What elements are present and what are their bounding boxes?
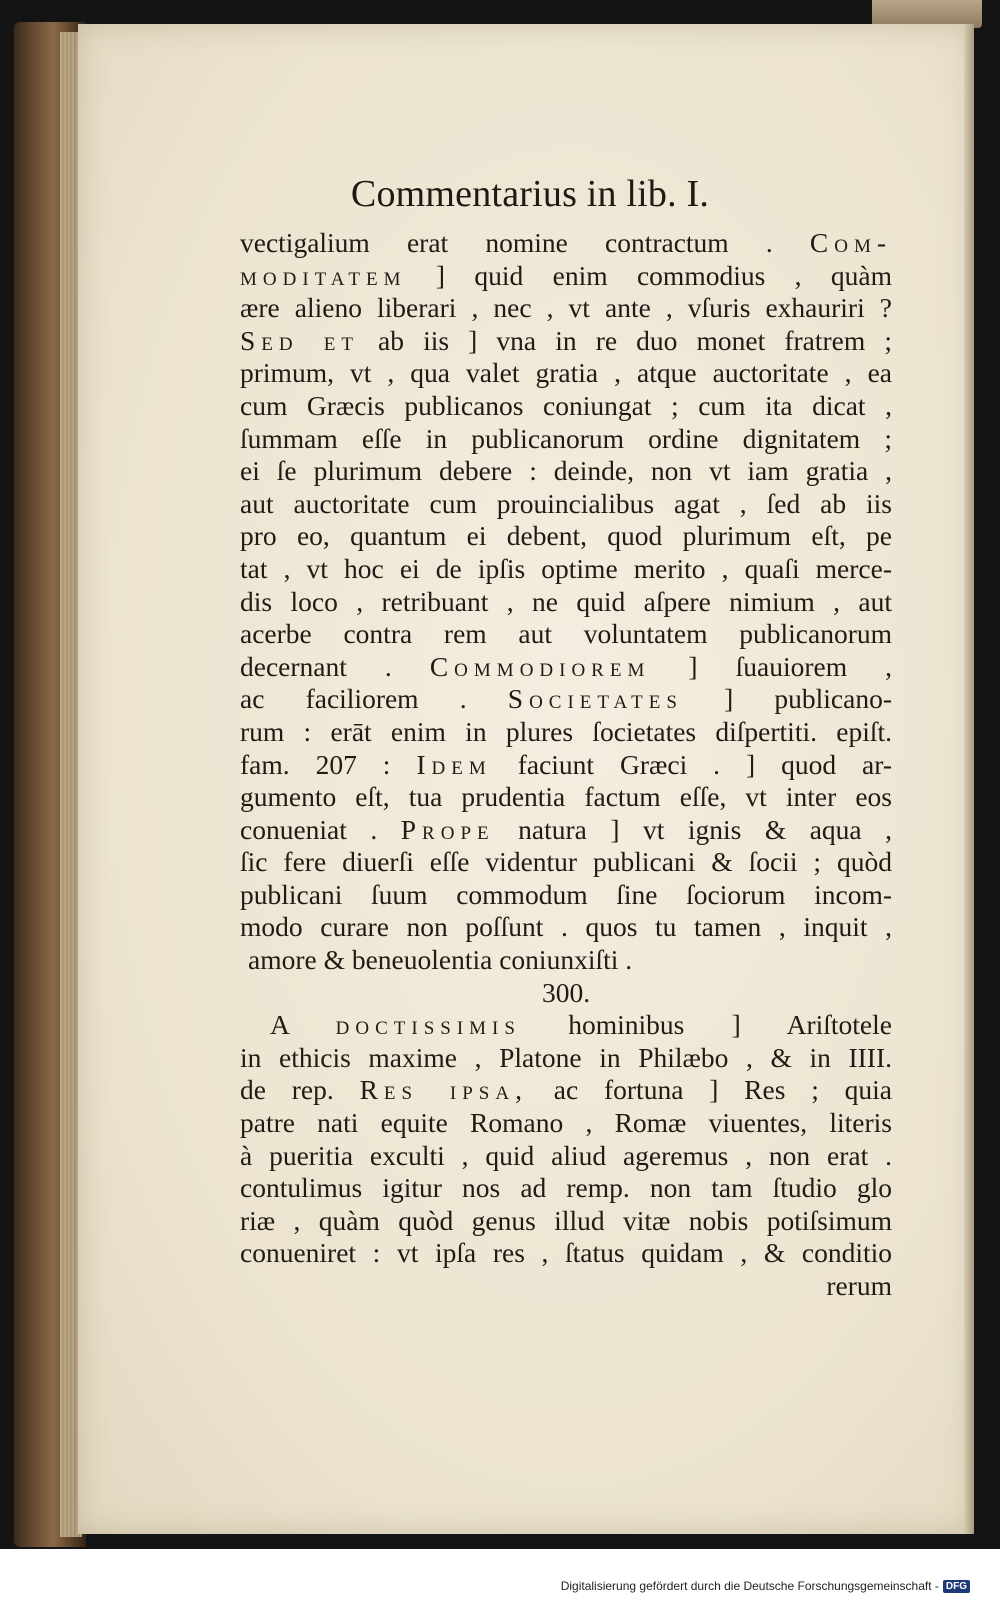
text-line: cum Græcis publicanos coniungat ; cum ita dicat , — [240, 389, 892, 421]
text-line: de rep. Res ipsa, ac fortuna ] Res ; quia — [240, 1074, 892, 1106]
text-line: gumento eſt, tua prudentia factum eſſe, vt inter eos — [240, 781, 892, 813]
running-header: Commentarius in lib. I. — [350, 173, 710, 215]
text-line: vectigalium erat nomine contractum . Com- — [240, 227, 892, 258]
text-line: contulimus igitur nos ad remp. non tam ſtudio glo — [240, 1172, 892, 1204]
section-number: 300. — [541, 976, 591, 1008]
text-line: rum : erāt enim in plures ſocietates diſpertiti. epiſt. — [240, 715, 892, 747]
text-line: à pueritia exculti , quid aliud ageremus , non erat . — [240, 1139, 892, 1171]
text-line: decernant . Commodiorem ] ſuauiorem , — [240, 650, 892, 682]
text-line: pro eo, quantum ei debent, quod plurimum eſt, pe — [240, 520, 892, 552]
text-line: Sed et ab iis ] vna in re duo monet fratrem ; — [240, 324, 892, 356]
text-line: publicani ſuum commodum ſine ſociorum incom- — [240, 878, 892, 910]
text-line: ſic fere diuerſi eſſe videntur publicani & ſocii ; quòd — [240, 846, 892, 878]
text-line: ære alieno liberari , nec , vt ante , vſuris exhauriri ? — [240, 292, 892, 324]
text-line: moditatem ] quid enim commodius , quàm — [240, 259, 892, 291]
text-line: fam. 207 : Idem faciunt Græci . ] quod ar- — [240, 748, 892, 780]
text-line: patre nati equite Romano , Romæ viuentes, literis — [240, 1107, 892, 1139]
text-line: riæ , quàm quòd genus illud vitæ nobis potiſsimum — [240, 1204, 892, 1236]
commentary-text — [240, 227, 892, 1303]
book-spine-edge — [14, 22, 86, 1547]
text-line: in ethicis maxime , Platone in Philæbo , & in IIII. — [240, 1041, 892, 1073]
text-line: conueniat . Prope natura ] vt ignis & aqua , — [240, 813, 892, 845]
footer-bar — [0, 1549, 1000, 1597]
text-line: A doctissimis hominibus ] Ariſtotele — [270, 1009, 892, 1041]
text-line: ſummam eſſe in publicanorum ordine dignitatem ; — [240, 422, 892, 454]
catchword: rerum — [826, 1270, 892, 1301]
digitization-credit — [561, 1579, 970, 1593]
text-line: ei ſe plurimum debere : deinde, non vt iam gratia , — [240, 455, 892, 487]
text-line: dis loco , retribuant , ne quid aſpere nimium , aut — [240, 585, 892, 617]
text-line: modo curare non poſſunt . quos tu tamen , inquit , — [240, 911, 892, 943]
text-line: tat , vt hoc ei de ipſis optime merito , quaſi merce- — [240, 552, 892, 584]
dfg-logo-icon: DFG — [943, 1580, 970, 1593]
text-line: acerbe contra rem aut voluntatem publicanorum — [240, 618, 892, 650]
text-line: primum, vt , qua valet gratia , atque auctoritate , ea — [240, 357, 892, 389]
credit-text: Digitalisierung gefördert durch die Deutsche Forschungsgemeinschaft - — [560, 1579, 939, 1593]
text-line: ac faciliorem . Societates ] publicano- — [240, 683, 892, 715]
text-line: conueniret : vt ipſa res , ſtatus quidam , & conditio — [240, 1237, 892, 1269]
text-line: amore & beneuolentia coniunxiſti . — [248, 944, 633, 976]
page-edge — [964, 24, 974, 1534]
text-line: aut auctoritate cum prouincialibus agat , ſed ab iis — [240, 487, 892, 519]
